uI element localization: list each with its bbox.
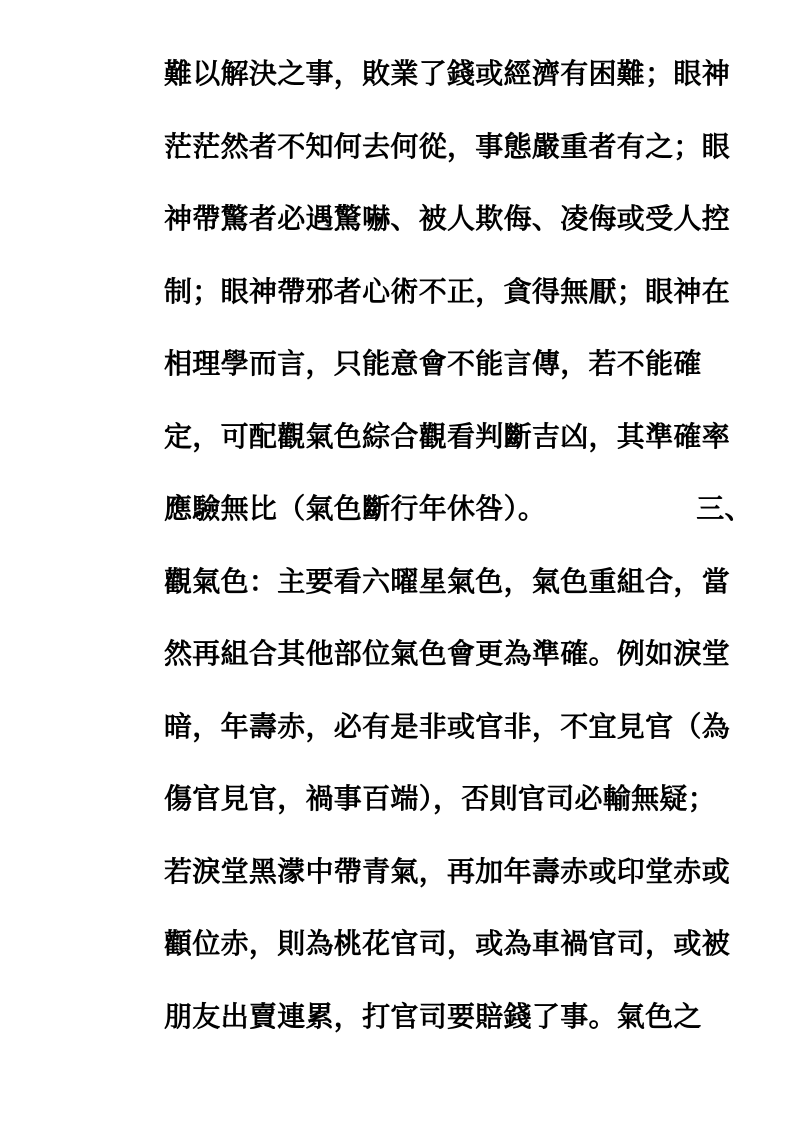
- section-heading: 三、: [696, 492, 753, 525]
- text-line: 傷官見官，禍事百端），否則官司必輸無疑；: [164, 782, 717, 815]
- text-line: 定，可配觀氣色綜合觀看判斷吉凶，其準確率: [164, 419, 731, 453]
- body-text: [164, 52, 754, 1067]
- text-line: 茫茫然者不知何去何從，事態嚴重者有之；眼: [164, 129, 731, 163]
- text-line: 顴位赤，則為桃花官司，或為車禍官司，或被: [164, 927, 731, 960]
- text-line: 神帶驚者必遇驚嚇、被人欺侮、凌侮或受人控: [164, 202, 731, 235]
- text-line: 若淚堂黑濛中帶青氣，再加年壽赤或印堂赤或: [164, 854, 731, 888]
- text-line: 制；眼神帶邪者心術不正，貪得無厭；眼神在: [164, 274, 731, 308]
- text-line: 暗，年壽赤，必有是非或官非，不宜見官（為: [164, 709, 731, 743]
- text-line: 應驗無比（氣色斷行年休咎）。: [164, 492, 547, 525]
- text-line: 難以解決之事，敗業了錢或經濟有困難；眼神: [164, 57, 731, 90]
- text-line: 相理學而言，只能意會不能言傳，若不能確: [164, 347, 702, 380]
- text-line: 觀氣色：主要看六曜星氣色，氣色重組合，當: [164, 564, 731, 598]
- text-line: 然再組合其他部位氣色會更為準確。例如淚堂: [164, 637, 731, 670]
- text-line: 朋友出賣連累，打官司要賠錢了事。氣色之: [164, 999, 702, 1033]
- text-line-with-heading: [164, 487, 754, 560]
